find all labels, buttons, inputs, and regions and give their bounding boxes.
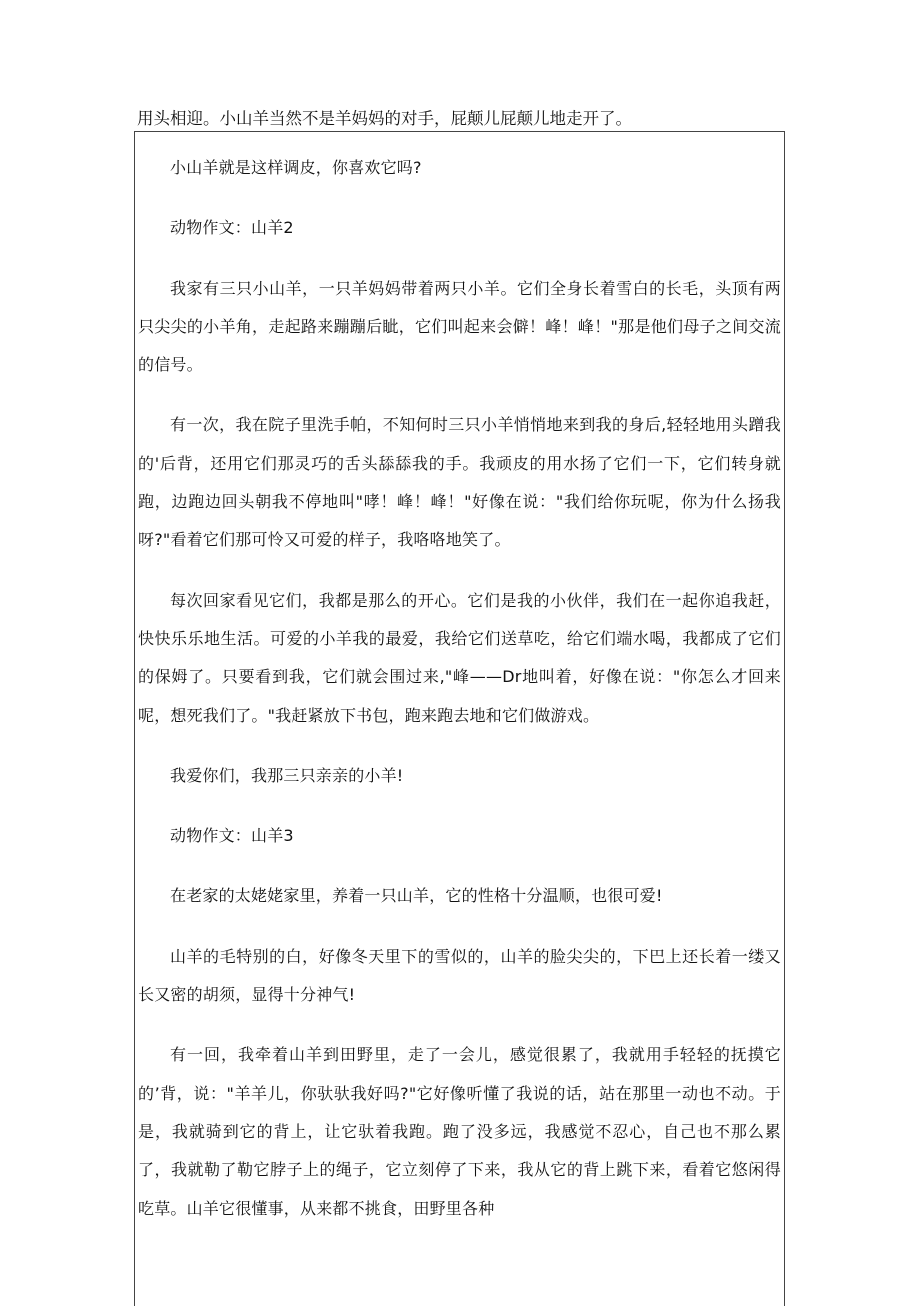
section-heading: 动物作文：山羊3 bbox=[170, 826, 294, 846]
paragraph: 我爱你们，我那三只亲亲的小羊! bbox=[170, 765, 404, 785]
paragraph: 有一回，我牵着山羊到田野里，走了一会儿，感觉很累了，我就用手轻轻的抚摸它的’背，说："羊羊儿，你驮驮我好吗?"它好像听懂了我说的话，站在那里一动也不动。于是，我就骑到它的背上，让它驮着我跑。跑了没多远，我感觉不忍心，自己也不那么累了，我就勒了勒它脖子上的绳子，它立刻停了下来，我从它的背上跳下来，看着它悠闲得吃草。山羊它很懂事，从来都不挑食，田野里各种 bbox=[138, 1045, 781, 1218]
document-body bbox=[135, 149, 784, 1228]
top-continuation-line: 用头相迎。小山羊当然不是羊妈妈的对手，屁颠儿屁颠儿地走开了。 bbox=[137, 109, 632, 128]
paragraph: 小山羊就是这样调皮，你喜欢它吗? bbox=[170, 158, 422, 177]
paragraph: 山羊的毛特别的白，好像冬天里下的雪似的，山羊的脸尖尖的，下巴上还长着一缕又长又密的胡须，显得十分神气! bbox=[138, 946, 781, 1005]
paragraph: 在老家的太姥姥家里，养着一只山羊，它的性格十分温顺，也很可爱! bbox=[170, 886, 663, 906]
section-heading: 动物作文：山羊2 bbox=[170, 218, 294, 238]
paragraph: 每次回家看见它们，我都是那么的开心。它们是我的小伙伴，我们在一起你追我赶，快快乐乐地生活。可爱的小羊我的最爱，我给它们送草吃，给它们端水喝，我都成了它们的保姆了。只要看到我，它们就会围过来,"峰——Dr地叫着，好像在说："你怎么才回来呢，想死我们了。"我赶紧放下书包，跑来跑去地和它们做游戏。 bbox=[138, 590, 781, 725]
paragraph: 我家有三只小山羊，一只羊妈妈带着两只小羊。它们全身长着雪白的长毛，头顶有两只尖尖的小羊角，走起路来蹦蹦后眦，它们叫起来会僻！峰！峰！"那是他们母子之间交流的信号。 bbox=[138, 278, 781, 375]
paragraph: 有一次，我在院子里洗手帕，不知何时三只小羊悄悄地来到我的身后,轻轻地用头蹭我的'后背，还用它们那灵巧的舌头舔舔我的手。我顽皮的用水扬了它们一下，它们转身就跑，边跑边回头朝我不停地叫"哮！峰！峰！"好像在说："我们给你玩呢，你为什么扬我呀?"看着它们那可怜又可爱的样子，我咯咯地笑了。 bbox=[138, 415, 781, 550]
